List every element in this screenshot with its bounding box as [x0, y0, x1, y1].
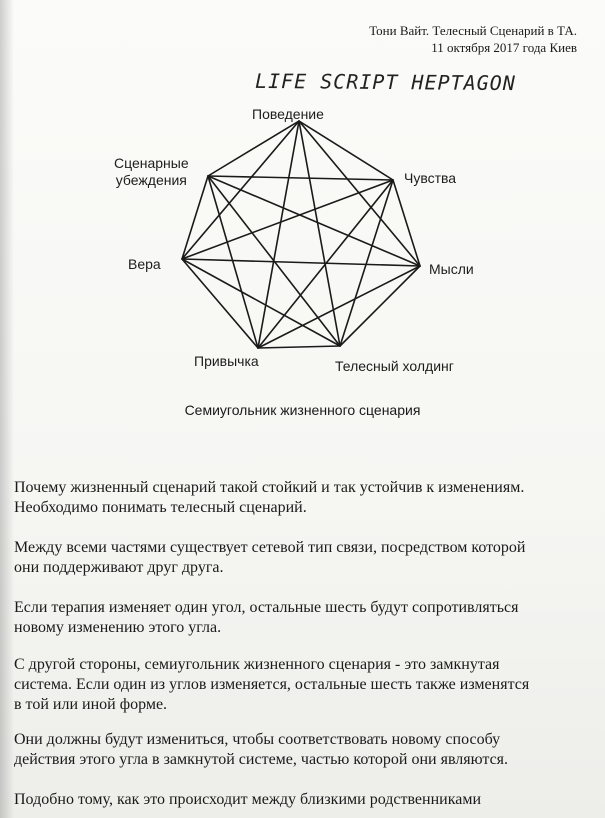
paragraph-4-line-2: система. Если один из углов изменяется, остальные шесть также изменятся — [14, 676, 530, 693]
header-author-title: Тони Вайт. Телесный Сценарий в ТА. — [369, 23, 577, 38]
edge-behavior-body-holding — [299, 121, 340, 346]
edge-feelings-script-beliefs — [208, 176, 393, 180]
vertex-label-belief: Вера — [128, 256, 161, 272]
vertex-label-script-beliefs — [114, 155, 189, 189]
vertex-label-habit: Привычка — [194, 353, 259, 369]
paragraph-3-line-2: новому изменению этого угла. — [14, 619, 222, 636]
edge-body-holding-habit — [258, 346, 340, 348]
paragraph-3 — [14, 598, 559, 638]
edge-thoughts-script-beliefs — [208, 176, 420, 266]
paragraph-4-line-3: в той или иной форме. — [14, 696, 168, 713]
vertex-label-behavior: Поведение — [252, 106, 324, 122]
paragraph-5 — [14, 730, 559, 770]
edge-behavior-thoughts — [299, 121, 420, 266]
edge-feelings-body-holding — [340, 180, 393, 346]
vertex-label-thoughts: Мысли — [429, 261, 474, 277]
paragraph-6-line-1: Подобно тому, как это происходит между близкими родственниками — [14, 791, 482, 808]
edge-habit-script-beliefs — [208, 176, 258, 348]
paragraph-1-line-2: Необходимо понимать телесный сценарий. — [14, 499, 307, 516]
edge-feelings-thoughts — [393, 180, 420, 266]
handwritten-title: LIFE SCRIPT HEPTAGON — [254, 68, 516, 96]
edge-behavior-feelings — [299, 121, 393, 180]
paragraph-4 — [14, 655, 559, 715]
edge-behavior-script-beliefs — [208, 121, 299, 176]
paragraph-4-line-1: С другой стороны, семиугольник жизненного сценария - это замкнутая — [14, 656, 500, 673]
paragraph-1 — [14, 478, 559, 518]
edge-habit-belief — [182, 259, 258, 348]
paragraph-5-line-2: действия этого угла в замкнутой системе, частью которой они являются. — [14, 751, 509, 768]
vertex-label-body-holding: Телесный холдинг — [335, 358, 454, 374]
paragraph-6 — [14, 790, 559, 810]
vertex-label-script-beliefs-line1: Сценарные — [114, 155, 189, 171]
diagram-caption: Семиугольник жизненного сценария — [184, 402, 421, 418]
edge-thoughts-habit — [258, 266, 420, 348]
edge-thoughts-belief — [182, 259, 420, 266]
paragraph-5-line-1: Они должны будут измениться, чтобы соответствовать новому способу — [14, 731, 501, 748]
edge-behavior-habit — [258, 121, 299, 348]
vertex-label-feelings: Чувства — [404, 170, 457, 186]
vertex-label-script-beliefs-line2: убеждения — [115, 172, 187, 188]
paragraph-2-line-2: они поддерживают друг друга. — [14, 559, 224, 576]
paragraph-1-line-1: Почему жизненный сценарий такой стойкий и так устойчив к изменениям. — [14, 479, 525, 496]
paragraph-3-line-1: Если терапия изменяет один угол, остальные шесть будут сопротивляться — [14, 599, 519, 616]
paragraph-2-line-1: Между всеми частями существует сетевой тип связи, посредством которой — [14, 539, 526, 556]
header-date-place: 11 октября 2017 года Киев — [431, 40, 577, 55]
paragraph-2 — [14, 538, 559, 578]
